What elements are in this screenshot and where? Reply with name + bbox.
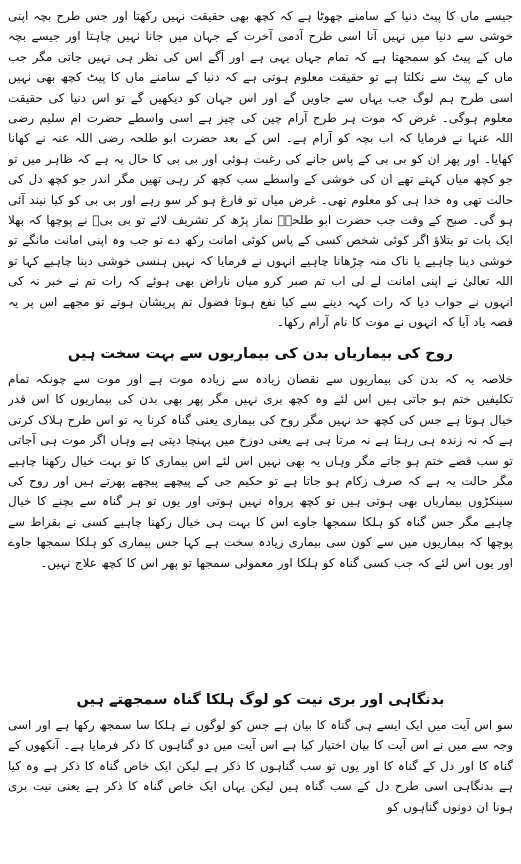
paragraph-umm-sulaym-story: جیسے ماں کا پیٹ دنیا کے سامنے چھوٹا ہے کہ کچھ بھی حقیقت نہیں رکھتا اور جس طرح بچہ اپنی خوشی سے دنیا میں نہیں آنا اسی طرح آدمی آخرت کے جہان میں جانا نہیں چاہتا اور جیسے بچہ ماں کے پیٹ کو سمجھتا ہے کہ تمام جہاں یہی ہے اور آگے اس کی نظر ہی نہیں جاتی مگر جب ماں کے پیٹ سے نکلتا ہے تو حقیقت معلوم ہوتی ہے کہ دنیا کے سامنے ماں کا پیٹ کچھ بھی نہیں اسی طرح ہم لوگ جب یہاں سے جاویں گے اور اس جہان کو دیکھیں گے تو اس دنیا کی حقیقت معلوم ہوگی۔ غرض کہ موت ہر طرح آرام چین کی چیز ہے اسی واسطے حضرت ام سلیم رضی اللہ عنہا نے فرمایا کہ اب بچہ کو آرام ہے۔ اس کے بعد حضرت ابو طلحہ رضی اللہ عنہ نے کھانا کھایا۔ اور پھر ان کو بی بی کے پاس جانے کی رغبت ہوئی اور بی بی کا حال یہ ہے کہ ظاہر میں تو جو کچھ میاں کہتے تھے ان کی خوشی کے واسطے سب کچھ کر رہی تھیں مگر اندر جو کچھ دل کی حالت تھی وہ خدا ہی کو معلوم تھی۔ غرض میاں تو فارغ ہو کر سو رہے اور بی بی کو کیا نیند آئی ہو گی۔ صبح کے وقت جب حضرت ابو طلحہؓ نماز پڑھ کر تشریف لائے تو بی بیؓ نے پوچھا کہ بھلا ایک بات تو بتلاؤ اگر کوئی شخص کسی کے پاس کوئی امانت رکھ دے تو جب وہ اپنی امانت مانگے تو خوشی دینا چاہیے یا ناک منہ چڑھانا چاہیے انہوں نے فرمایا کہ نہیں ہنسی خوشی دینا چاہیے کہا تو اللہ تعالیٰ نے اپنی امانت لے لی اب تم صبر کرو میاں ناراض بھی ہوئے کہ رات تم نے خبر نہ کی انہوں نے جواب دیا کہ رات کہہ دینے سے کیا نفع ہوتا فضول تم پریشان ہوتے تو مجھے اس پر یہ قصہ یاد آیا کہ انہوں نے موت کا نام آرام رکھا۔ bbox=[8, 9, 513, 330]
paragraph-soul-diseases: خلاصہ یہ کہ بدن کی بیماریوں سے نقصان زیادہ سے زیادہ موت ہے اور موت سے چونکہ تمام تکلیفیں ختم ہو جاتی ہیں اس لئے وہ کچھ بری نہیں مگر پھر بھی بدن کی بیماریوں کا اس قدر خیال ہوتا ہے جس کی کچھ حد نہیں مگر روح کی بیماری یعنی گناہ کرنا یہ تو اس طرح ہلاک کرتی ہے کہ نہ زندہ ہی رہتا ہے نہ مرتا ہی ہے یعنی دوزخ میں پہنچا دیتی ہے وہاں اگر موت ہی آجاتی تو سب قصے ختم ہو جاتے مگر وہاں یہ بھی نہیں اس لئے اس بیماری کا تو بہت خیال رکھنا چاہیے مگر حالت یہ ہے کہ صرف زکام ہو جاتا ہے تو حکیم جی کے پیچھے پیچھے پھرتے ہیں اور روح کی سینکڑوں بیماریاں بھی ہوتی ہیں تو کچھ پرواہ نہیں ہوتی اور یوں تو ہر گناہ سے بچنے کا خیال چاہیے مگر جس گناہ کو ہلکا سمجھا جاوے اس کا بہت ہی خیال رکھنا چاہیے کسی نے بقراط سے پوچھا کہ بیماریوں میں سے کون سی بیماری زیادہ سخت ہے کہا جس بیماری کو ہلکا سمجھا جاوے اور یوں اس لئے کہ جب کسی گناہ کو ہلکا اور معمولی سمجھا تو پھر اس کا کچھ علاج نہیں۔ bbox=[8, 372, 513, 570]
section-heading-evil-gaze: بدنگاہی اور بری نیت کو لوگ ہلکا گناہ سمجھتے ہیں bbox=[76, 692, 445, 708]
section-heading-soul-diseases: روح کی بیماریاں بدن کی بیماریوں سے بہت سخت ہیں bbox=[67, 346, 454, 362]
paragraph-evil-gaze: سو اس آیت میں ایک ایسے ہی گناہ کا بیان ہے جس کو لوگوں نے ہلکا سا سمجھ رکھا ہے اور اسی وجہ سے میں نے اس آیت کا بیان اختیار کیا ہے اس آیت میں دو گناہوں کا ذکر فرمایا ہے۔ آنکھوں کے گناہ کا اور دل کے گناہ کا اور یوں تو سب گناہوں کا ذکر ہے لیکن ایک خاص گناہ کا ذکر ہے وہ کیا ہے بدنگاہی اسی طرح دل کے سب گناہ ہیں لیکن یہاں ایک خاص گناہ کا ذکر ہے یعنی نیت بری ہونا ان دونوں گناہوں کو bbox=[8, 718, 513, 814]
